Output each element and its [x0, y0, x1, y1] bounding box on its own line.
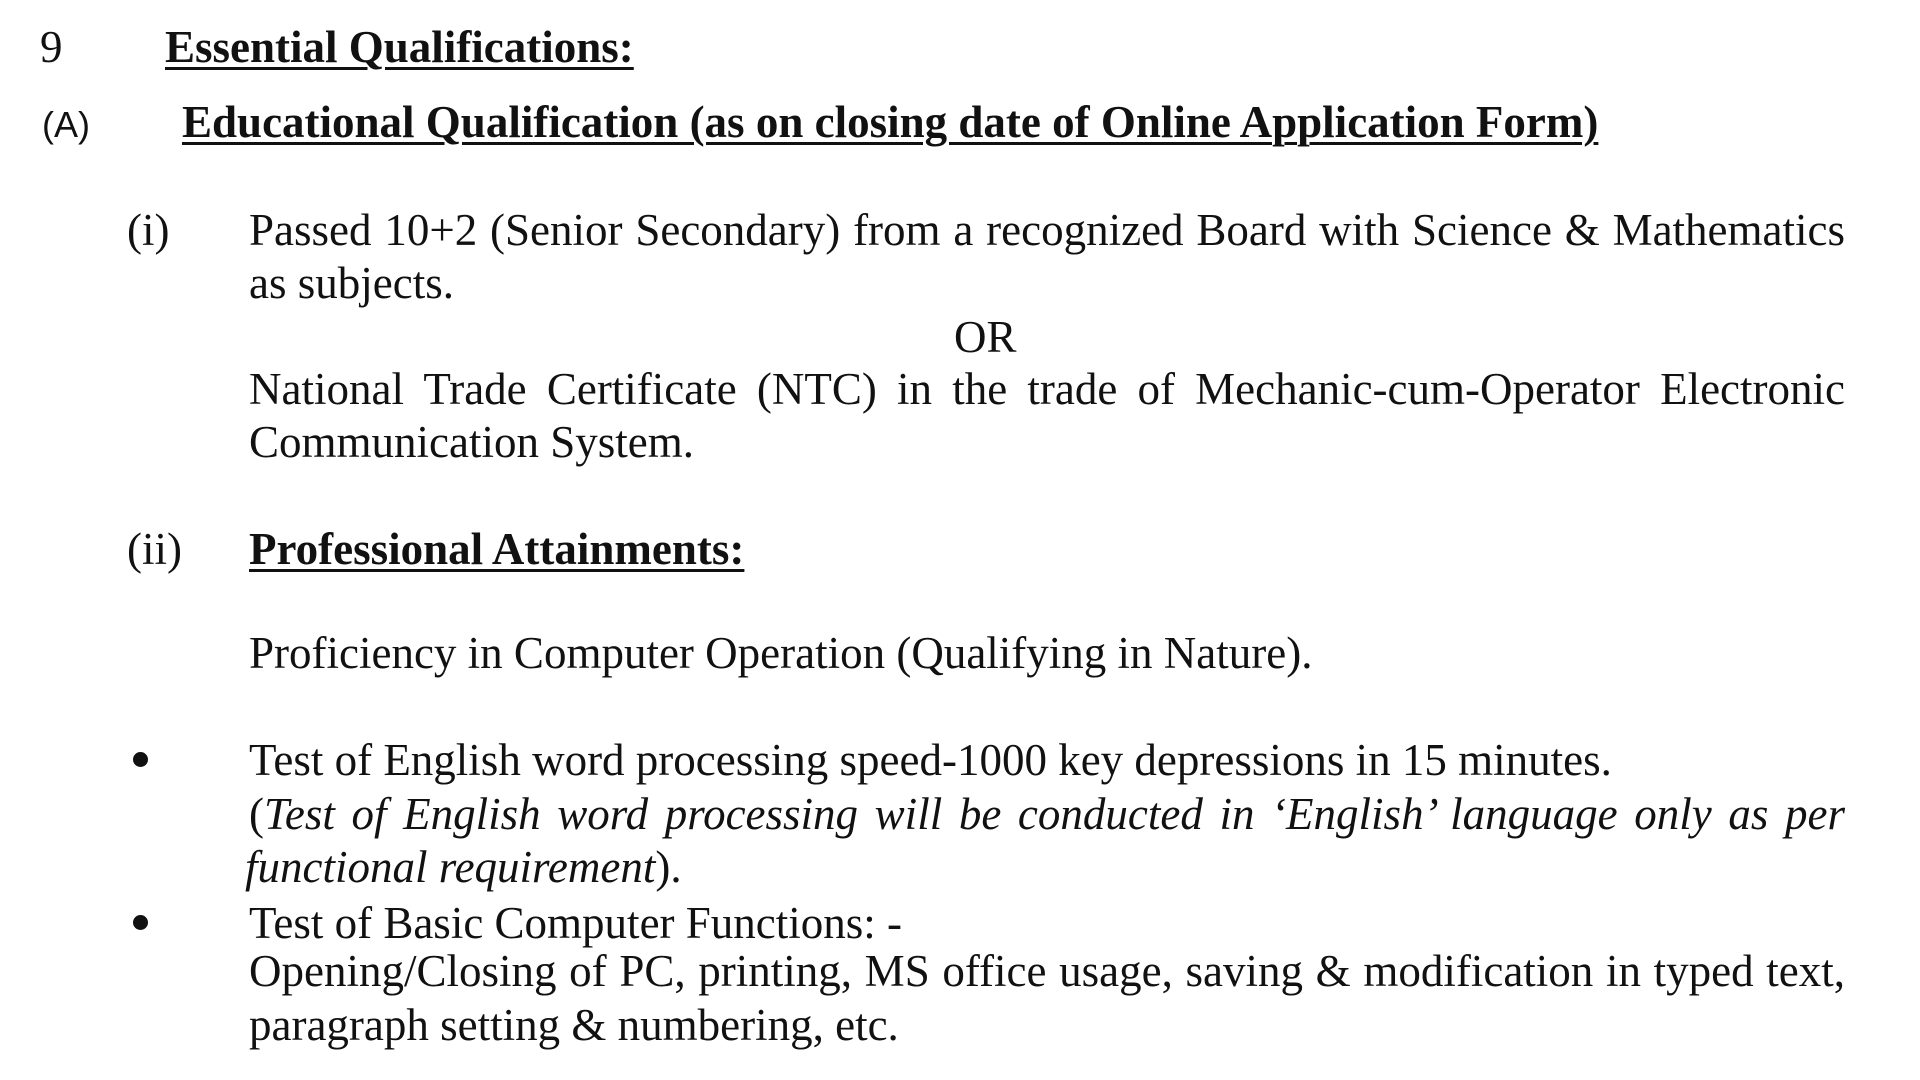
- item-ii-marker: (ii): [127, 524, 182, 574]
- bullet-1-icon: [133, 752, 148, 767]
- section-title: Essential Qualifications:: [165, 22, 634, 72]
- item-ii-text: Proficiency in Computer Operation (Qualifying in Nature).: [249, 628, 1313, 678]
- or-separator: OR: [954, 312, 1017, 362]
- item-i-marker: (i): [127, 205, 170, 255]
- bullet-1-note-line-1: [249, 787, 1845, 841]
- bullet-1-note-line-2: [245, 840, 682, 894]
- item-ii-title: Professional Attainments:: [249, 524, 745, 574]
- section-number: 9: [40, 22, 63, 72]
- bullet-2-icon: [133, 915, 148, 930]
- bullet-2-line-2: Opening/Closing of PC, printing, MS office usage, saving & modification in typed text,: [249, 946, 1845, 996]
- note-open-paren: (: [249, 789, 264, 839]
- bullet-2-line-3: paragraph setting & numbering, etc.: [249, 1000, 899, 1050]
- note-close-paren: ).: [655, 842, 682, 892]
- bullet-1-line-1: Test of English word processing speed-1000 key depressions in 15 minutes.: [249, 735, 1612, 785]
- note-italic-2: functional requirement: [245, 842, 656, 892]
- subsection-title: Educational Qualification (as on closing date of Online Application Form): [182, 97, 1599, 147]
- item-i-line-2: as subjects.: [249, 258, 454, 308]
- subsection-marker: (A): [42, 104, 90, 145]
- item-i-line-1: Passed 10+2 (Senior Secondary) from a recognized Board with Science & Mathematics: [249, 205, 1845, 255]
- bullet-2-line-1: Test of Basic Computer Functions: -: [249, 898, 903, 948]
- item-i-line-3: National Trade Certificate (NTC) in the trade of Mechanic-cum-Operator Electronic: [249, 364, 1845, 414]
- note-italic-1: Test of English word processing will be conducted in ‘English’ language only as per: [264, 789, 1845, 839]
- item-i-line-4: Communication System.: [249, 417, 694, 467]
